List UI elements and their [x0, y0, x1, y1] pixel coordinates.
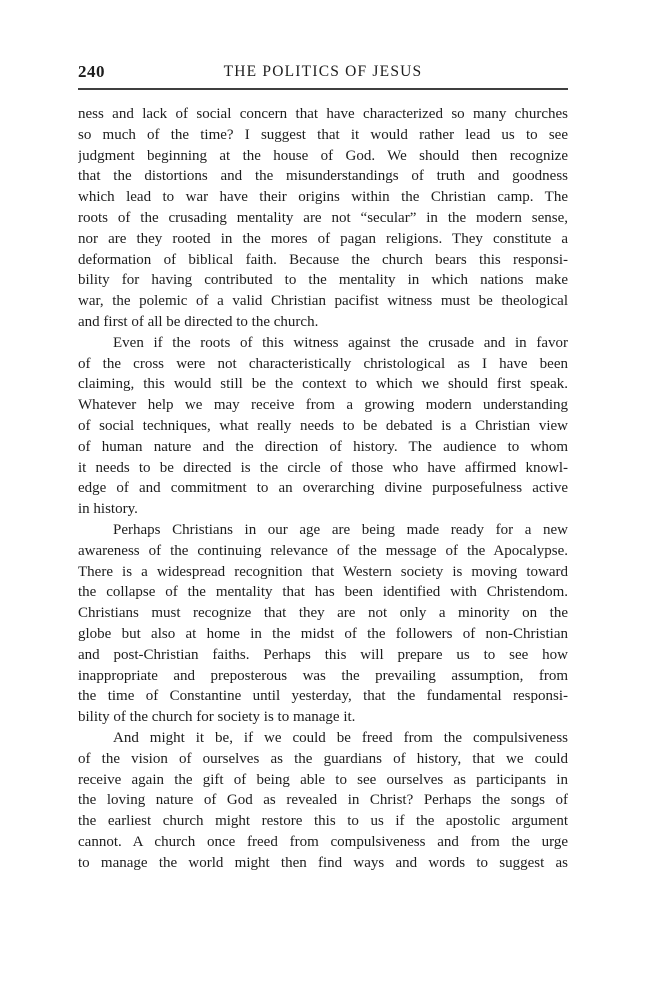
- text-line: of the vision of ourselves as the guardians of history, that we could: [78, 750, 568, 767]
- text-line: Even if the roots of this witness against the crusade and in favor: [113, 334, 568, 351]
- text-line: of social techniques, what really needs to be debated is a Christian view: [78, 417, 568, 434]
- body-text: [78, 104, 568, 873]
- text-line: that the distortions and the misunderstandings of truth and goodness: [78, 168, 568, 185]
- text-line: globe but also at home in the midst of the followers of non-Christian: [78, 625, 568, 642]
- text-line: ness and lack of social concern that have characterized so many churches: [78, 106, 568, 122]
- text-line: of the cross were not characteristically christological as I have been: [78, 355, 568, 372]
- text-line: edge of and commitment to an overarching divine purposefulness active: [78, 480, 568, 497]
- text-line: the earliest church might restore this to us if the apostolic argument: [78, 813, 568, 830]
- text-line: Whatever help we may receive from a growing modern understanding: [78, 397, 568, 414]
- paragraph: [78, 728, 568, 874]
- text-block: [78, 62, 568, 873]
- text-line: so much of the time? I suggest that it would rather lead us to see: [78, 126, 568, 143]
- text-line: bility of the church for society is to manage it.: [78, 709, 356, 726]
- paragraph: [78, 333, 568, 520]
- text-line: war, the polemic of a valid Christian pacifist witness must be theological: [78, 293, 568, 310]
- header-rule: [78, 88, 568, 90]
- text-line: of human nature and the direction of history. The audience to whom: [78, 438, 568, 455]
- text-line: to manage the world might then find ways and words to suggest as: [78, 854, 568, 871]
- text-line: And might it be, if we could be freed from the compulsiveness: [113, 729, 568, 746]
- text-line: cannot. A church once freed from compulsiveness and from the urge: [78, 833, 568, 850]
- text-line: and post-Christian faiths. Perhaps this will prepare us to see how: [78, 646, 568, 663]
- text-line: receive again the gift of being able to see ourselves as participants in: [78, 771, 568, 788]
- page-number: 240: [78, 62, 105, 81]
- paragraph: [78, 104, 568, 333]
- text-line: claiming, this would still be the context to which we should first speak.: [78, 376, 568, 393]
- page-header: [78, 62, 568, 86]
- text-line: inappropriate and preposterous was the prevailing assumption, from: [78, 667, 568, 684]
- text-line: Christians must recognize that they are not only a minority on the: [78, 605, 568, 622]
- text-line: the time of Constantine until yesterday, that the fundamental responsi-: [78, 688, 568, 705]
- text-line: nor are they rooted in the mores of pagan religions. They constitute a: [78, 230, 568, 247]
- text-line: and first of all be directed to the church.: [78, 313, 319, 330]
- text-line: the loving nature of God as revealed in Christ? Perhaps the songs of: [78, 792, 568, 809]
- text-line: the collapse of the mentality that has been identified with Christendom.: [78, 584, 568, 601]
- text-line: roots of the crusading mentality are not “secular” in the modern sense,: [78, 209, 568, 226]
- running-head: THE POLITICS OF JESUS: [223, 63, 423, 80]
- text-line: bility for having contributed to the mentality in which nations make: [78, 272, 568, 289]
- paragraph: [78, 520, 568, 728]
- text-line: awareness of the continuing relevance of the message of the Apocalypse.: [78, 542, 568, 559]
- text-line: which lead to war have their origins within the Christian camp. The: [78, 189, 568, 206]
- text-line: judgment beginning at the house of God. We should then recognize: [78, 147, 568, 164]
- text-line: in history.: [78, 501, 138, 518]
- text-line: it needs to be directed is the circle of those who have affirmed knowl-: [78, 459, 568, 476]
- text-line: Perhaps Christians in our age are being made ready for a new: [113, 521, 568, 538]
- text-line: deformation of biblical faith. Because the church bears this responsi-: [78, 251, 568, 268]
- text-line: There is a widespread recognition that Western society is moving toward: [78, 563, 568, 580]
